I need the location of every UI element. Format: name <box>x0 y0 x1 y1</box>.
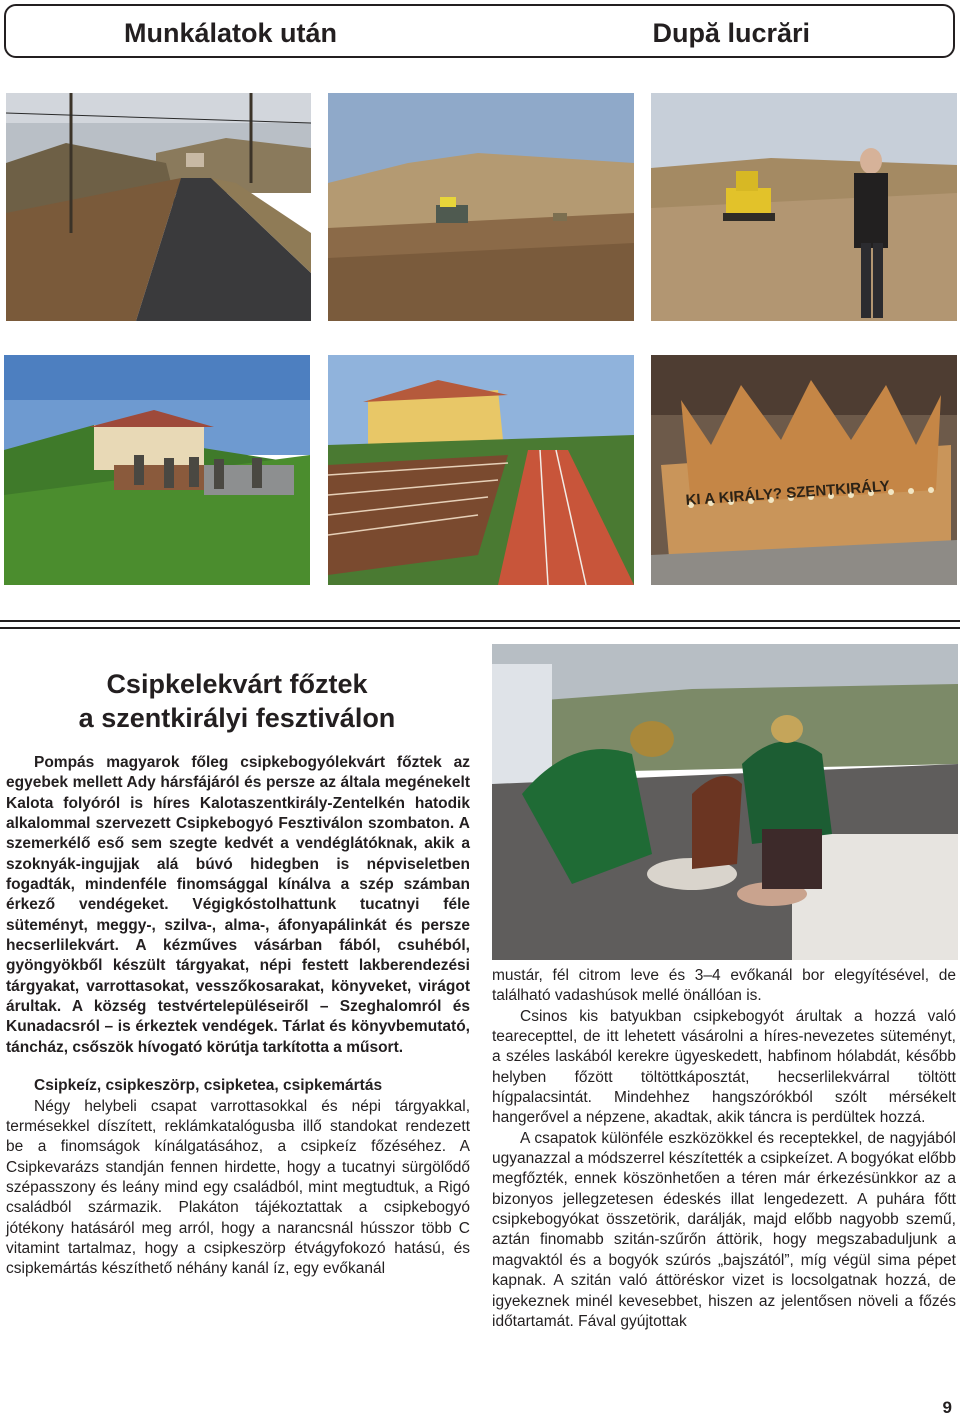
stadium-pavilion-photo <box>4 355 310 585</box>
article-left-column <box>6 753 470 1280</box>
page-header <box>4 4 955 58</box>
article-title-line1: Csipkelekvárt főztek <box>106 669 368 699</box>
divider-bottom <box>0 627 960 629</box>
article-body-left: Négy helybeli csapat varrottasokkal és népi tárgyakkal, termésekkel díszített, reklámkatalógusba illő standokat rendezett be a finomságok kínálgatásához, a csipkeíz főzéséhez. A Csipkevarázs standján fennen hirdette, hogy a tucatnyi sürgölődő szépasszony és leány mind egy családból, mint megtudtuk, a Rigó családból származik. Plakáton tájékoztattak a csipkebogyó jótékony hatásáról meg arról, hogy a narancsnál hússzor több C vitamint tartalmaz, hogy a csipkeszörp étvágyfokozó hatású, és csipkemártás készíthető néhány kanál íz, egy evőkanál <box>6 1097 470 1278</box>
article-right-column <box>492 966 956 1332</box>
article-lead: Pompás magyarok főleg csipkebogyólekvárt főztek az egyebek mellett Ady hársfájáról és persze az általa megénekelt Kalota folyóról is híres Kalotaszentkirály-Zentelkén hatodik alkalommal szervezett Csipkebogyó Fesztiválon szombaton. A szemerkélő eső sem szegte kedvét a vendéglátóknak, akik a szoknyák-ingujjak alá búvó hidegben is népviseletben fogadták, mindenféle finomsággal kínálva a szép számban érkező vendégeket. Végigkóstolhattunk tucatnyi féle süteményt, meggy-, szilva-, alma-, áfonyapálinkát és persze hecserlilekvárt. A kézműves vásárban fából, csuhéból, gyöngyökből készült tárgyakat, népi festett lakberendezési tárgyakat, varrottasokat, vesszőkosarakat, könyveket, virágot árultak. A község testvértelepüléseiről – Szeghalomról és Kunadacsról – is érkeztek vendégek. Tárlat és könyvbemutató, táncház, csőszök hívogató körútja tarkította a műsort. <box>6 754 470 1056</box>
article-body-right-2: Csinos kis batyukban csipkebogyót árultak a hozzá való tearecepttel, de itt lehetett vásárolni a híres-nevezetes süteményt, a széles laskából kerekre ügyeskedett, habfinom hólabdát, később helyben főzött töltöttkáposztát, hecserlilekvárral töltött hígpalacsintát. Mindehhez hangszórókból szólt mérsékelt hangerővel a népzene, akadtak, akik táncra is perdültek hozzá. <box>492 1007 956 1127</box>
cake-photo <box>651 355 957 585</box>
article-title-line2: a szentkirályi fesztiválon <box>78 703 396 733</box>
article-title <box>4 667 470 735</box>
header-title-hungarian: Munkálatok után <box>124 18 338 48</box>
header-title-romanian: După lucrări <box>652 18 810 48</box>
outdoor-cooking-photo <box>492 644 958 960</box>
running-track-photo <box>328 355 634 585</box>
page-number: 9 <box>942 1398 952 1417</box>
bulldozer-man-photo <box>651 93 957 321</box>
article-subheading: Csipkeíz, csipkeszörp, csipketea, csipkemártás <box>34 1077 383 1095</box>
article-body-right-1: mustár, fél citrom leve és 3–4 evőkanál bor elegyítésével, de található vadashúsok mellé önállóan is. <box>492 967 956 1005</box>
divider-top <box>0 620 960 622</box>
roller-photo <box>328 93 634 321</box>
road-photo <box>6 93 311 321</box>
cake-inscription: KI A KIRÁLY? SZENTKIRÁLY <box>685 477 891 509</box>
article-body-right-3: A csapatok különféle eszközökkel és receptekkel, de nagyjából ugyanazzal a módszerrel készítették a csipkeízet. A bogyókat előbb megfőzték, ennek köszönhetően a téren már érkezésünkkor az a bizonyos jellegzetesen édeskés illat lengedezett. A puhára főtt csipkebogyókat összetörik, darálják, majd előbb nagyobb szemű, aztán finomabb szitán-szűrőn áttörik, hogy megszabaduljunk a magvaktól és a bogyók szúrós „bajszától”, míg végül sima pépet kapnak. A szitán való áttöréskor vizet is locsolgatnak hozzá, de igyekeznek minél kevesebbet, hiszen az jelentősen növeli a főzés időtartamát. Fával gyújtottak <box>492 1129 956 1330</box>
